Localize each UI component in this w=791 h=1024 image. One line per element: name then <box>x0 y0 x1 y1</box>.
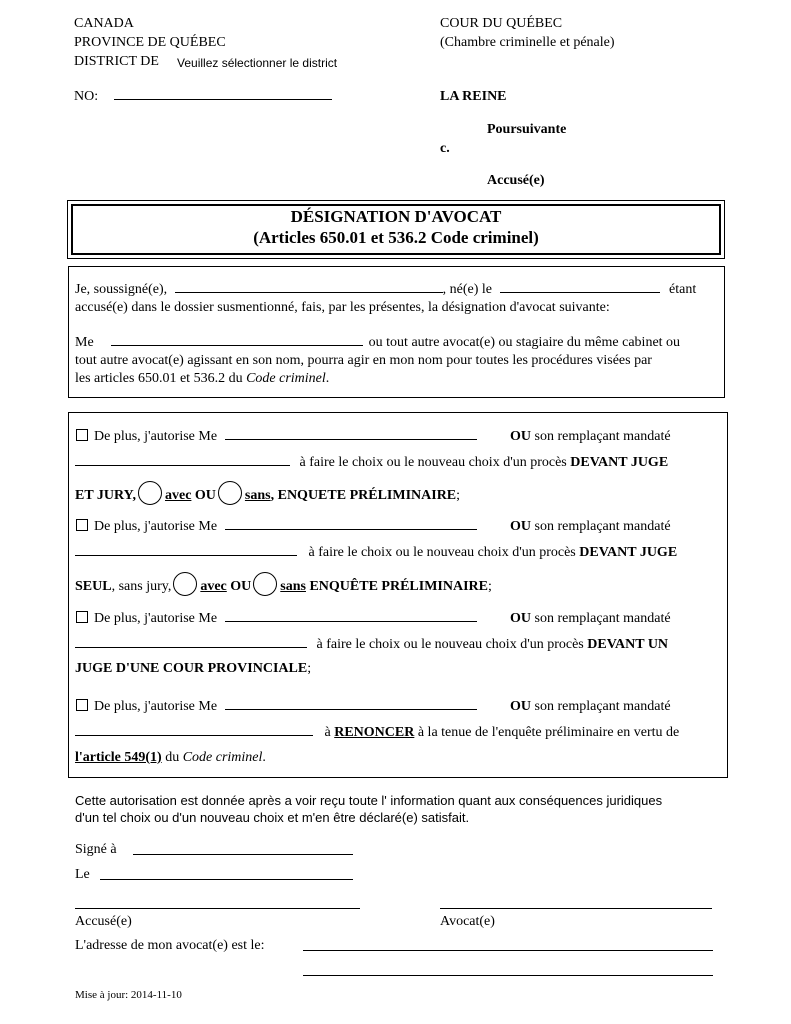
date-label: Le <box>75 867 90 882</box>
lawyer-address-label: L'adresse de mon avocat(e) est le: <box>75 938 265 953</box>
option-1-checkbox[interactable] <box>76 429 88 441</box>
signed-at-label: Signé à <box>75 842 117 857</box>
option-1-line-3: ET JURY, avec OU sans, ENQUETE PRÉLIMINAIRE; <box>75 481 460 505</box>
lawyer-signature-label: Avocat(e) <box>440 914 495 929</box>
document-subtitle: (Articles 650.01 et 536.2 Code criminel) <box>253 228 539 247</box>
option-4-lawyer-field[interactable] <box>225 698 477 710</box>
lawyer-address-field-2[interactable] <box>303 975 713 976</box>
province: PROVINCE DE QUÉBEC <box>74 35 226 50</box>
lawyer-signature-field[interactable] <box>440 908 712 909</box>
option-1-replacement-field[interactable] <box>75 454 290 466</box>
option-1-line-1: De plus, j'autorise Me <box>76 428 477 445</box>
option-1-replacement: OU son remplaçant mandaté <box>510 429 671 444</box>
option-3-checkbox[interactable] <box>76 611 88 623</box>
option-3-lawyer-field[interactable] <box>225 610 477 622</box>
option-1-sans-radio[interactable] <box>218 481 242 505</box>
lawyer-name-field[interactable] <box>111 334 363 346</box>
signed-at-field[interactable] <box>133 854 353 855</box>
option-4-replacement: OU son remplaçant mandaté <box>510 699 671 714</box>
option-4-line-2: à RENONCER à la tenue de l'enquête préliminaire en vertu de <box>75 724 679 741</box>
option-3-line-3: JUGE D'UNE COUR PROVINCIALE; <box>75 661 312 676</box>
file-number-field[interactable] <box>114 88 332 100</box>
court-name: COUR DU QUÉBEC <box>440 16 563 31</box>
option-3-replacement-field[interactable] <box>75 636 307 648</box>
court-chamber: (Chambre criminelle et pénale) <box>440 35 615 50</box>
option-2-line-3: SEUL, sans jury, avec OU sans ENQUÊTE PRÉLIMINAIRE; <box>75 572 492 596</box>
document-title: DÉSIGNATION D'AVOCAT <box>290 207 502 226</box>
update-date: Mise à jour: 2014-11-10 <box>75 989 182 1001</box>
designation-line-5: les articles 650.01 et 536.2 du Code criminel. <box>75 371 330 386</box>
accused-signature-field[interactable] <box>75 908 360 909</box>
authorization-line-2: d'un tel choix ou d'un nouveau choix et m'en être déclaré(e) satisfait. <box>75 810 470 825</box>
lawyer-address-field-1[interactable] <box>303 950 713 951</box>
date-field[interactable] <box>100 879 353 880</box>
versus-label: c. <box>440 141 450 156</box>
option-3-line-2: à faire le choix ou le nouveau choix d'un procès DEVANT UN <box>75 636 668 653</box>
option-1-lawyer-field[interactable] <box>225 428 477 440</box>
option-2-checkbox[interactable] <box>76 519 88 531</box>
option-1-avec-radio[interactable] <box>138 481 162 505</box>
option-4-line-3: l'article 549(1) du Code criminel. <box>75 750 266 765</box>
designation-line-3: Me ou tout autre avocat(e) ou stagiaire du même cabinet ou <box>75 335 681 350</box>
designation-line-2: accusé(e) dans le dossier susmentionné, fais, par les présentes, la désignation d'avocat suivante: <box>75 300 610 315</box>
birth-date-field[interactable] <box>500 281 660 293</box>
option-2-avec-radio[interactable] <box>173 572 197 596</box>
prosecutor-label: Poursuivante <box>487 122 567 137</box>
signatory-name-field[interactable] <box>175 281 443 293</box>
option-4-line-1: De plus, j'autorise Me <box>76 698 477 715</box>
option-1-line-2: à faire le choix ou le nouveau choix d'un procès DEVANT JUGE <box>75 454 668 471</box>
file-number-label: NO: <box>74 88 332 105</box>
accused-label: Accusé(e) <box>487 173 545 188</box>
option-3-line-1: De plus, j'autorise Me <box>76 610 477 627</box>
crown-label: LA REINE <box>440 89 507 104</box>
designation-line-1: Je, soussigné(e), , né(e) le étant <box>75 282 697 297</box>
option-2-line-1: De plus, j'autorise Me <box>76 518 477 535</box>
authorization-line-1: Cette autorisation est donnée après a voir reçu toute l' information quant aux conséquences juridiques <box>75 793 663 808</box>
option-2-sans-radio[interactable] <box>253 572 277 596</box>
option-2-lawyer-field[interactable] <box>225 518 477 530</box>
option-2-line-2: à faire le choix ou le nouveau choix d'un procès DEVANT JUGE <box>75 544 677 561</box>
district-select[interactable]: Veuillez sélectionner le district <box>177 56 338 70</box>
option-4-replacement-field[interactable] <box>75 724 313 736</box>
country: CANADA <box>74 16 134 31</box>
designation-line-4: tout autre avocat(e) agissant en son nom, pourra agir en mon nom pour toutes les procédures visées par <box>75 353 652 368</box>
accused-signature-label: Accusé(e) <box>75 914 132 929</box>
option-4-checkbox[interactable] <box>76 699 88 711</box>
option-2-replacement: OU son remplaçant mandaté <box>510 519 671 534</box>
option-2-replacement-field[interactable] <box>75 544 297 556</box>
district-label: DISTRICT DE <box>74 54 159 69</box>
option-3-replacement: OU son remplaçant mandaté <box>510 611 671 626</box>
